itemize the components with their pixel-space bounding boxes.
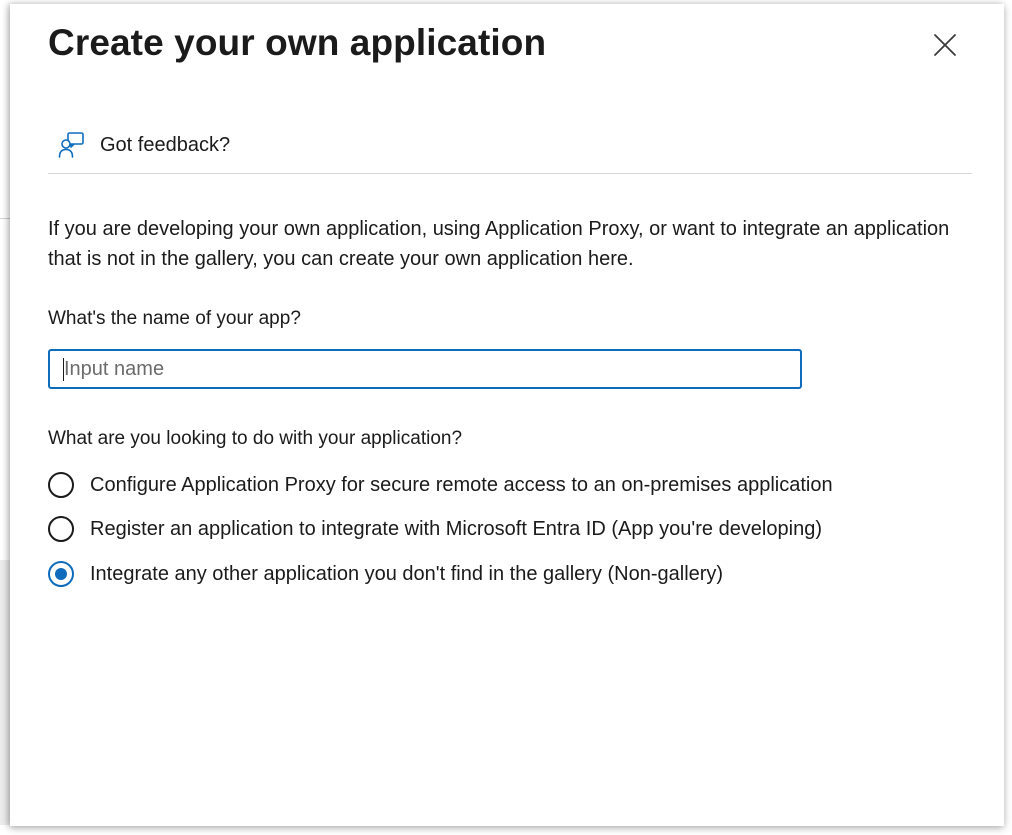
- radio-button-selected[interactable]: [48, 561, 74, 587]
- background-divider: [0, 218, 10, 219]
- app-name-input[interactable]: [48, 349, 802, 389]
- background-page: [0, 0, 10, 835]
- radio-button[interactable]: [48, 472, 74, 498]
- close-button[interactable]: [930, 30, 960, 60]
- header-divider: [48, 173, 972, 174]
- create-app-panel: [10, 4, 1004, 826]
- panel-title: Create your own application: [48, 22, 547, 63]
- app-name-label: What's the name of your app?: [48, 308, 301, 329]
- feedback-label: Got feedback?: [100, 133, 231, 156]
- radio-label: Integrate any other application you don't find in the gallery (Non-gallery): [90, 562, 724, 585]
- radio-option-app-proxy[interactable]: [48, 472, 833, 498]
- feedback-button[interactable]: [58, 128, 230, 162]
- intro-text: If you are developing your own application, using Application Proxy, or want to integrate an application that is not in the gallery, you can create your own application here.: [48, 218, 950, 270]
- text-caret: [63, 358, 64, 381]
- close-icon: [930, 30, 960, 60]
- background-panel: [0, 560, 10, 825]
- radio-option-register-app[interactable]: [48, 516, 822, 542]
- radio-label: Register an application to integrate with Microsoft Entra ID (App you're developing): [90, 517, 822, 540]
- purpose-label: What are you looking to do with your application?: [48, 428, 463, 449]
- feedback-person-icon: [58, 131, 86, 159]
- radio-option-non-gallery[interactable]: [48, 561, 723, 587]
- radio-label: Configure Application Proxy for secure remote access to an on-premises application: [90, 473, 833, 496]
- radio-button[interactable]: [48, 516, 74, 542]
